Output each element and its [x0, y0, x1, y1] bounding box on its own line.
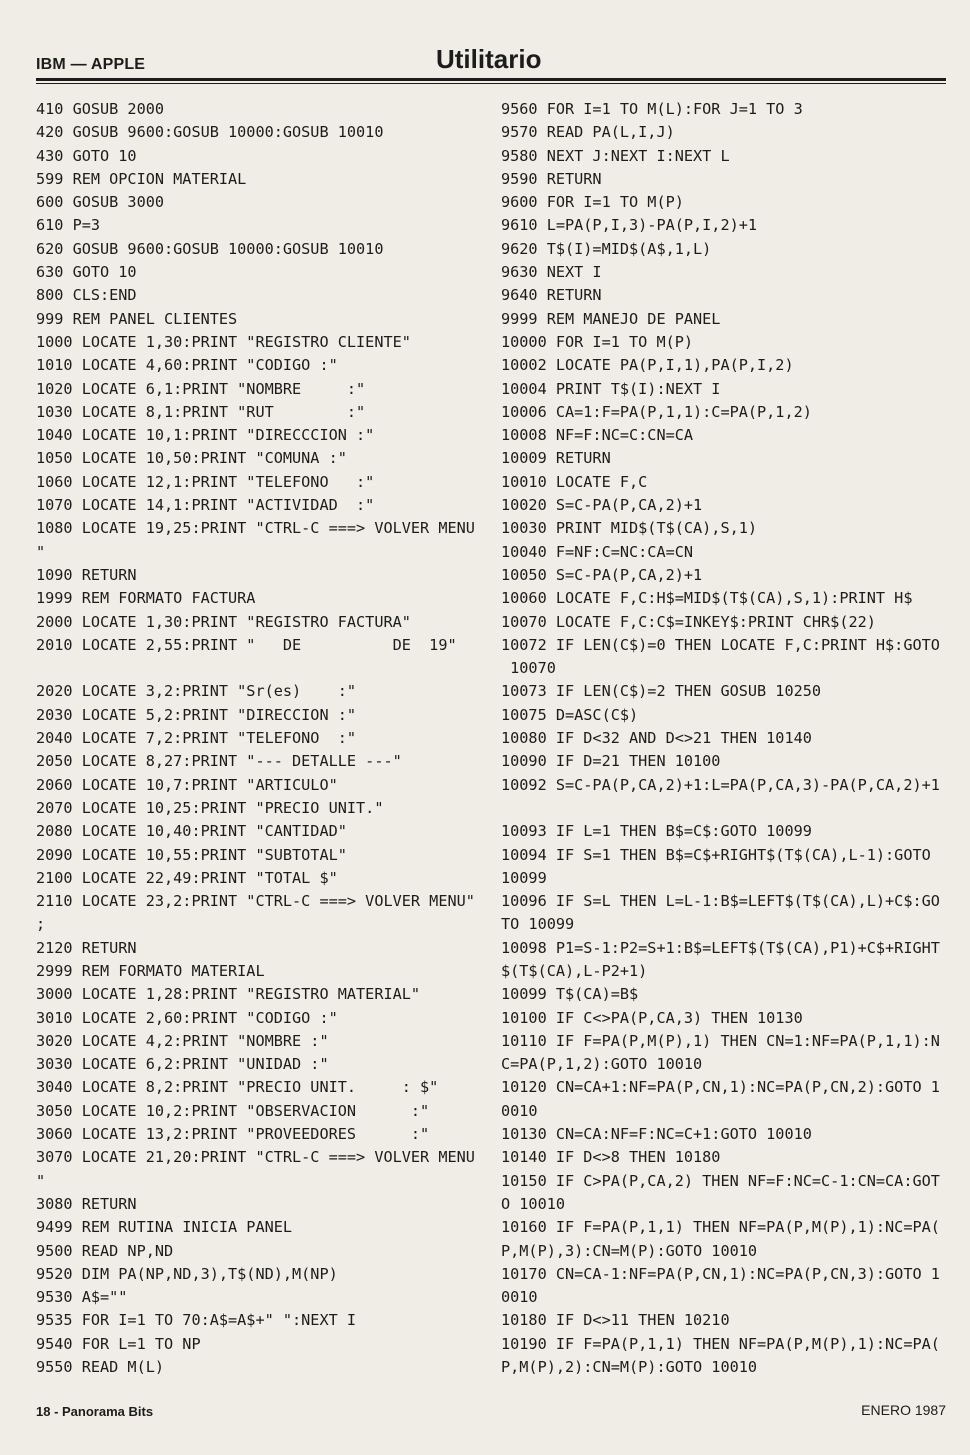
code-line: 800 CLS:END: [36, 286, 137, 305]
header-rule: [36, 78, 946, 81]
code-line: 10050 S=C-PA(P,CA,2)+1: [501, 565, 703, 584]
code-line: 2090 LOCATE 10,55:PRINT "SUBTOTAL": [36, 845, 347, 864]
code-line: 3070 LOCATE 21,20:PRINT "CTRL-C ===> VOLVER MENU: [36, 1148, 475, 1167]
code-line: 10099: [501, 868, 547, 887]
code-line: 10094 IF S=1 THEN B$=C$+RIGHT$(T$(CA),L-1):GOTO: [501, 845, 931, 864]
code-line: 10020 S=C-PA(P,CA,2)+1: [501, 496, 703, 515]
code-line: 2999 REM FORMATO MATERIAL: [36, 961, 265, 980]
code-line: 10002 LOCATE PA(P,I,1),PA(P,I,2): [501, 356, 794, 375]
code-line: 10100 IF C<>PA(P,CA,3) THEN 10130: [501, 1008, 803, 1027]
code-line: 0010: [501, 1288, 538, 1307]
code-line: 9999 REM MANEJO DE PANEL: [501, 309, 721, 328]
code-line: 10110 IF F=PA(P,M(P),1) THEN CN=1:NF=PA(P,1,1):N: [501, 1031, 940, 1050]
code-line: 3000 LOCATE 1,28:PRINT "REGISTRO MATERIAL": [36, 985, 421, 1004]
code-line: 9520 DIM PA(NP,ND,3),T$(ND),M(NP): [36, 1264, 338, 1283]
code-line: 10075 D=ASC(C$): [501, 705, 639, 724]
code-line: 9530 A$="": [36, 1288, 128, 1307]
code-line: ": [36, 542, 46, 561]
code-line: 2080 LOCATE 10,40:PRINT "CANTIDAD": [36, 822, 347, 841]
code-line: 2020 LOCATE 3,2:PRINT "Sr(es) :": [36, 682, 357, 701]
code-line: 610 P=3: [36, 216, 101, 235]
code-line: ": [36, 1171, 46, 1190]
code-line: 2050 LOCATE 8,27:PRINT "--- DETALLE ---": [36, 752, 402, 771]
code-line: 3030 LOCATE 6,2:PRINT "UNIDAD :": [36, 1055, 329, 1074]
code-line: 10140 IF D<>8 THEN 10180: [501, 1148, 721, 1167]
code-line: 10008 NF=F:NC=C:CN=CA: [501, 426, 694, 445]
code-line: 0010: [501, 1101, 538, 1120]
code-line: 2060 LOCATE 10,7:PRINT "ARTICULO": [36, 775, 338, 794]
code-line: 600 GOSUB 3000: [36, 193, 165, 212]
code-line: 10098 P1=S-1:P2=S+1:B$=LEFT$(T$(CA),P1)+C$+RIGHT: [501, 938, 940, 957]
code-line: 10040 F=NF:C=NC:CA=CN: [501, 542, 694, 561]
code-line: 10120 CN=CA+1:NF=PA(P,CN,1):NC=PA(P,CN,2):GOTO 1: [501, 1078, 940, 1097]
code-line: 10180 IF D<>11 THEN 10210: [501, 1311, 730, 1330]
code-line: 2040 LOCATE 7,2:PRINT "TELEFONO :": [36, 729, 357, 748]
code-line: 10130 CN=CA:NF=F:NC=C+1:GOTO 10010: [501, 1125, 812, 1144]
code-line: 10070 LOCATE F,C:C$=INKEY$:PRINT CHR$(22): [501, 612, 876, 631]
code-line: 10099 T$(CA)=B$: [501, 985, 639, 1004]
page-header: [36, 30, 946, 82]
code-line: 3040 LOCATE 8,2:PRINT "PRECIO UNIT. : $": [36, 1078, 439, 1097]
code-line: [501, 797, 941, 820]
code-line: 1020 LOCATE 6,1:PRINT "NOMBRE :": [36, 379, 366, 398]
code-line: 599 REM OPCION MATERIAL: [36, 169, 247, 188]
code-line: 10093 IF L=1 THEN B$=C$:GOTO 10099: [501, 822, 812, 841]
code-line: 630 GOTO 10: [36, 263, 137, 282]
code-line: 10060 LOCATE F,C:H$=MID$(T$(CA),S,1):PRINT H$: [501, 589, 913, 608]
code-listing-left: [36, 98, 486, 1379]
code-line: 620 GOSUB 9600:GOSUB 10000:GOSUB 10010: [36, 239, 384, 258]
code-line: 1040 LOCATE 10,1:PRINT "DIRECCCION :": [36, 426, 375, 445]
code-line: 2010 LOCATE 2,55:PRINT " DE DE 19": [36, 635, 457, 654]
code-line: 9620 T$(I)=MID$(A$,1,L): [501, 239, 712, 258]
code-line: 9630 NEXT I: [501, 263, 602, 282]
code-line: 9540 FOR L=1 TO NP: [36, 1334, 201, 1353]
code-line: 10072 IF LEN(C$)=0 THEN LOCATE F,C:PRINT H$:GOTO: [501, 635, 940, 654]
code-line: 10004 PRINT T$(I):NEXT I: [501, 379, 721, 398]
code-line: 2110 LOCATE 23,2:PRINT "CTRL-C ===> VOLVER MENU": [36, 892, 475, 911]
code-line: 9500 READ NP,ND: [36, 1241, 174, 1260]
code-line: 9580 NEXT J:NEXT I:NEXT L: [501, 146, 730, 165]
issue-date-footer: ENERO 1987: [861, 1402, 946, 1418]
code-line: 3060 LOCATE 13,2:PRINT "PROVEEDORES :": [36, 1125, 430, 1144]
code-line: 10073 IF LEN(C$)=2 THEN GOSUB 10250: [501, 682, 822, 701]
code-line: P,M(P),3):CN=M(P):GOTO 10010: [501, 1241, 758, 1260]
code-line: 1030 LOCATE 8,1:PRINT "RUT :": [36, 402, 366, 421]
code-line: [36, 657, 486, 680]
code-line: 430 GOTO 10: [36, 146, 137, 165]
code-line: 10096 IF S=L THEN L=L-1:B$=LEFT$(T$(CA),L)+C$:GO: [501, 892, 940, 911]
code-line: 2070 LOCATE 10,25:PRINT "PRECIO UNIT.": [36, 798, 384, 817]
code-line: 10170 CN=CA-1:NF=PA(P,CN,1):NC=PA(P,CN,3):GOTO 1: [501, 1264, 940, 1283]
code-line: 1000 LOCATE 1,30:PRINT "REGISTRO CLIENTE": [36, 332, 411, 351]
code-line: 9550 READ M(L): [36, 1358, 165, 1377]
code-line: $(T$(CA),L-P2+1): [501, 961, 648, 980]
code-line: 10000 FOR I=1 TO M(P): [501, 332, 694, 351]
code-line: ;: [36, 915, 46, 934]
code-line: 999 REM PANEL CLIENTES: [36, 309, 238, 328]
code-line: 410 GOSUB 2000: [36, 100, 165, 118]
code-line: 10190 IF F=PA(P,1,1) THEN NF=PA(P,M(P),1):NC=PA(: [501, 1334, 940, 1353]
code-line: 9499 REM RUTINA INICIA PANEL: [36, 1218, 293, 1237]
code-line: 1010 LOCATE 4,60:PRINT "CODIGO :": [36, 356, 338, 375]
code-line: 10150 IF C>PA(P,CA,2) THEN NF=F:NC=C-1:CN=CA:GOT: [501, 1171, 940, 1190]
code-line: 9535 FOR I=1 TO 70:A$=A$+" ":NEXT I: [36, 1311, 357, 1330]
code-line: 10092 S=C-PA(P,CA,2)+1:L=PA(P,CA,3)-PA(P,CA,2)+1: [501, 775, 940, 794]
code-line: 10009 RETURN: [501, 449, 611, 468]
code-line: 420 GOSUB 9600:GOSUB 10000:GOSUB 10010: [36, 123, 384, 142]
code-line: 2100 LOCATE 22,49:PRINT "TOTAL $": [36, 868, 338, 887]
code-line: 10160 IF F=PA(P,1,1) THEN NF=PA(P,M(P),1):NC=PA(: [501, 1218, 940, 1237]
code-line: C=PA(P,1,2):GOTO 10010: [501, 1055, 703, 1074]
page-title: Utilitario: [436, 44, 542, 74]
code-line: 1060 LOCATE 12,1:PRINT "TELEFONO :": [36, 472, 375, 491]
code-line: 9590 RETURN: [501, 169, 602, 188]
code-line: 10030 PRINT MID$(T$(CA),S,1): [501, 519, 758, 538]
code-line: 1999 REM FORMATO FACTURA: [36, 589, 256, 608]
code-line: 9570 READ PA(L,I,J): [501, 123, 675, 142]
code-line: O 10010: [501, 1194, 566, 1213]
code-line: 9600 FOR I=1 TO M(P): [501, 193, 684, 212]
section-label: IBM — APPLE: [36, 56, 146, 73]
page-number-footer: 18 - Panorama Bits: [36, 1404, 154, 1419]
code-line: TO 10099: [501, 915, 575, 934]
code-line: 10006 CA=1:F=PA(P,1,1):C=PA(P,1,2): [501, 402, 812, 421]
code-line: 1090 RETURN: [36, 565, 137, 584]
code-line: 10080 IF D<32 AND D<>21 THEN 10140: [501, 729, 812, 748]
code-line: 3010 LOCATE 2,60:PRINT "CODIGO :": [36, 1008, 338, 1027]
code-line: 10090 IF D=21 THEN 10100: [501, 752, 721, 771]
code-line: 2000 LOCATE 1,30:PRINT "REGISTRO FACTURA": [36, 612, 411, 631]
code-line: P,M(P),2):CN=M(P):GOTO 10010: [501, 1358, 758, 1377]
code-line: 9560 FOR I=1 TO M(L):FOR J=1 TO 3: [501, 100, 803, 118]
code-line: 9610 L=PA(P,I,3)-PA(P,I,2)+1: [501, 216, 758, 235]
code-line: 2030 LOCATE 5,2:PRINT "DIRECCION :": [36, 705, 357, 724]
code-line: 2120 RETURN: [36, 938, 137, 957]
header-rule-thin: [36, 83, 946, 84]
code-line: 10010 LOCATE F,C: [501, 472, 648, 491]
code-line: 9640 RETURN: [501, 286, 602, 305]
code-line: 1080 LOCATE 19,25:PRINT "CTRL-C ===> VOLVER MENU: [36, 519, 475, 538]
code-line: 10070: [501, 659, 556, 678]
code-line: 1070 LOCATE 14,1:PRINT "ACTIVIDAD :": [36, 496, 375, 515]
code-line: 1050 LOCATE 10,50:PRINT "COMUNA :": [36, 449, 347, 468]
code-line: 3020 LOCATE 4,2:PRINT "NOMBRE :": [36, 1031, 329, 1050]
code-listing-right: [501, 98, 941, 1379]
code-line: 3050 LOCATE 10,2:PRINT "OBSERVACION :": [36, 1101, 430, 1120]
code-line: 3080 RETURN: [36, 1194, 137, 1213]
